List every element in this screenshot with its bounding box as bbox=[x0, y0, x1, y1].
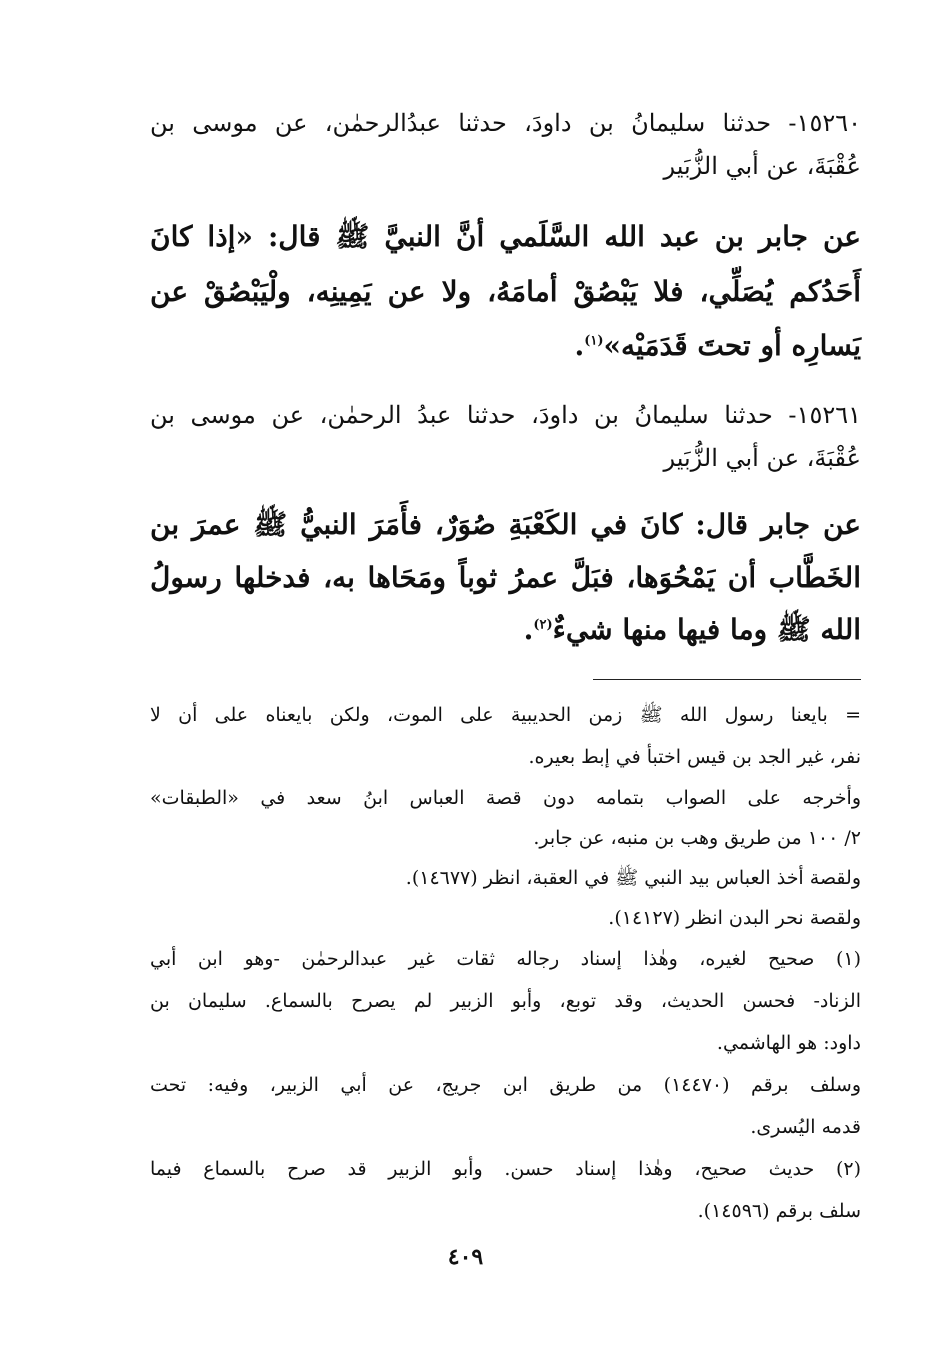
hadith-15261-isnad-line-1: ١٥٢٦١- حدثنا سليمانُ بن داودَ، حدثنا عبدُ الرحمٰن، عن موسى بن bbox=[150, 401, 861, 429]
hadith-15261-matn-text: الله ﷺ وما فيها منها شيءٌ bbox=[552, 613, 861, 646]
hadith-15260-isnad-line-1: ١٥٢٦٠- حدثنا سليمانُ بن داودَ، حدثنا عبدُالرحمٰن، عن موسى بن bbox=[150, 109, 861, 137]
hadith-15261-isnad-line-2: عُقْبَةَ، عن أبي الزُّبَير bbox=[663, 444, 861, 472]
footnote-continuation-line-4: ٢/ ١٠٠ من طريق وهب بن منبه، عن جابر. bbox=[533, 827, 861, 849]
hadith-15261-matn-end: . bbox=[523, 613, 534, 646]
hadith-15260-matn-line-3 bbox=[575, 327, 862, 365]
page-number: ٤٠٩ bbox=[447, 1244, 484, 1270]
footnote-marker-2: (٢) bbox=[533, 617, 553, 633]
hadith-15261-matn-line-1: عن جابر قال: كانَ في الكَعْبَةِ صُوَرٌ، فأَمَرَ النبيُّ ﷺ عمرَ بن bbox=[150, 508, 861, 541]
footnote-1-line-1: (١) صحيح لغيره، وهٰذا إسناد رجاله ثقات غير عبدالرحمٰن -وهو ابن أبي bbox=[150, 948, 861, 970]
hadith-15260-matn-text: يَسارِه أو تحتَ قَدَمَيْه» bbox=[603, 329, 861, 362]
hadith-15260-matn-end: . bbox=[574, 329, 585, 362]
footnote-continuation-line-2: نفر، غير الجد بن قيس اختبأ في إبط بعيره. bbox=[528, 746, 861, 768]
footnote-1-line-2: الزناد- فحسن الحديث، وقد توبع، وأبو الزبير لم يصرح بالسماع. سليمان بن bbox=[150, 990, 861, 1012]
footnote-1-line-4: وسلف برقم (١٤٤٧٠) من طريق ابن جريج، عن أبي الزبير، وفيه: تحت bbox=[150, 1074, 861, 1096]
hadith-15261-matn-line-3 bbox=[524, 611, 861, 649]
hadith-15260-isnad-line-2: عُقْبَةَ، عن أبي الزُّبَير bbox=[663, 152, 861, 180]
footnote-1-line-5: قدمه اليُسرى. bbox=[750, 1116, 861, 1138]
footnote-2-line-1: (٢) حديث صحيح، وهٰذا إسناد حسن. وأبو الزبير قد صرح بالسماع فيما bbox=[150, 1158, 861, 1180]
footnote-continuation-line-3: وأخرجه على الصواب بتمامه دون قصة العباس ابنُ سعد في «الطبقات» bbox=[150, 787, 861, 809]
footnote-separator bbox=[593, 679, 861, 680]
hadith-15260-matn-line-2: أَحَدُكم يُصَلِّي، فلا يَبْصُقْ أمامَهُ، ولا عن يَمِينِه، ولْيَبْصُقْ عن bbox=[150, 275, 861, 308]
hadith-15261-matn-line-2: الخَطَّاب أن يَمْحُوَها، فبَلَّ عمرُ ثوباً ومَحَاها به، فدخلها رسولُ bbox=[150, 561, 861, 594]
footnote-continuation-line-5: ولقصة أخذ العباس بيد النبي ﷺ في العقبة، انظر (١٤٦٧٧). bbox=[405, 867, 861, 889]
hadith-15260-matn-line-1: عن جابر بن عبد الله السَّلَمي أنَّ النبيَّ ﷺ قال: «إذا كانَ bbox=[150, 220, 861, 253]
footnote-continuation-line-1: = بايعنا رسول الله ﷺ زمن الحديبية على الموت، ولكن بايعناه على أن لا bbox=[150, 704, 861, 726]
footnote-1-line-3: داود: هو الهاشمي. bbox=[716, 1032, 861, 1054]
footnote-2-line-2: سلف برقم (١٤٥٩٦). bbox=[697, 1200, 861, 1222]
footnote-marker-1: (١) bbox=[584, 333, 604, 349]
footnote-continuation-line-6: ولقصة نحر البدن انظر (١٤١٢٧). bbox=[608, 907, 861, 929]
